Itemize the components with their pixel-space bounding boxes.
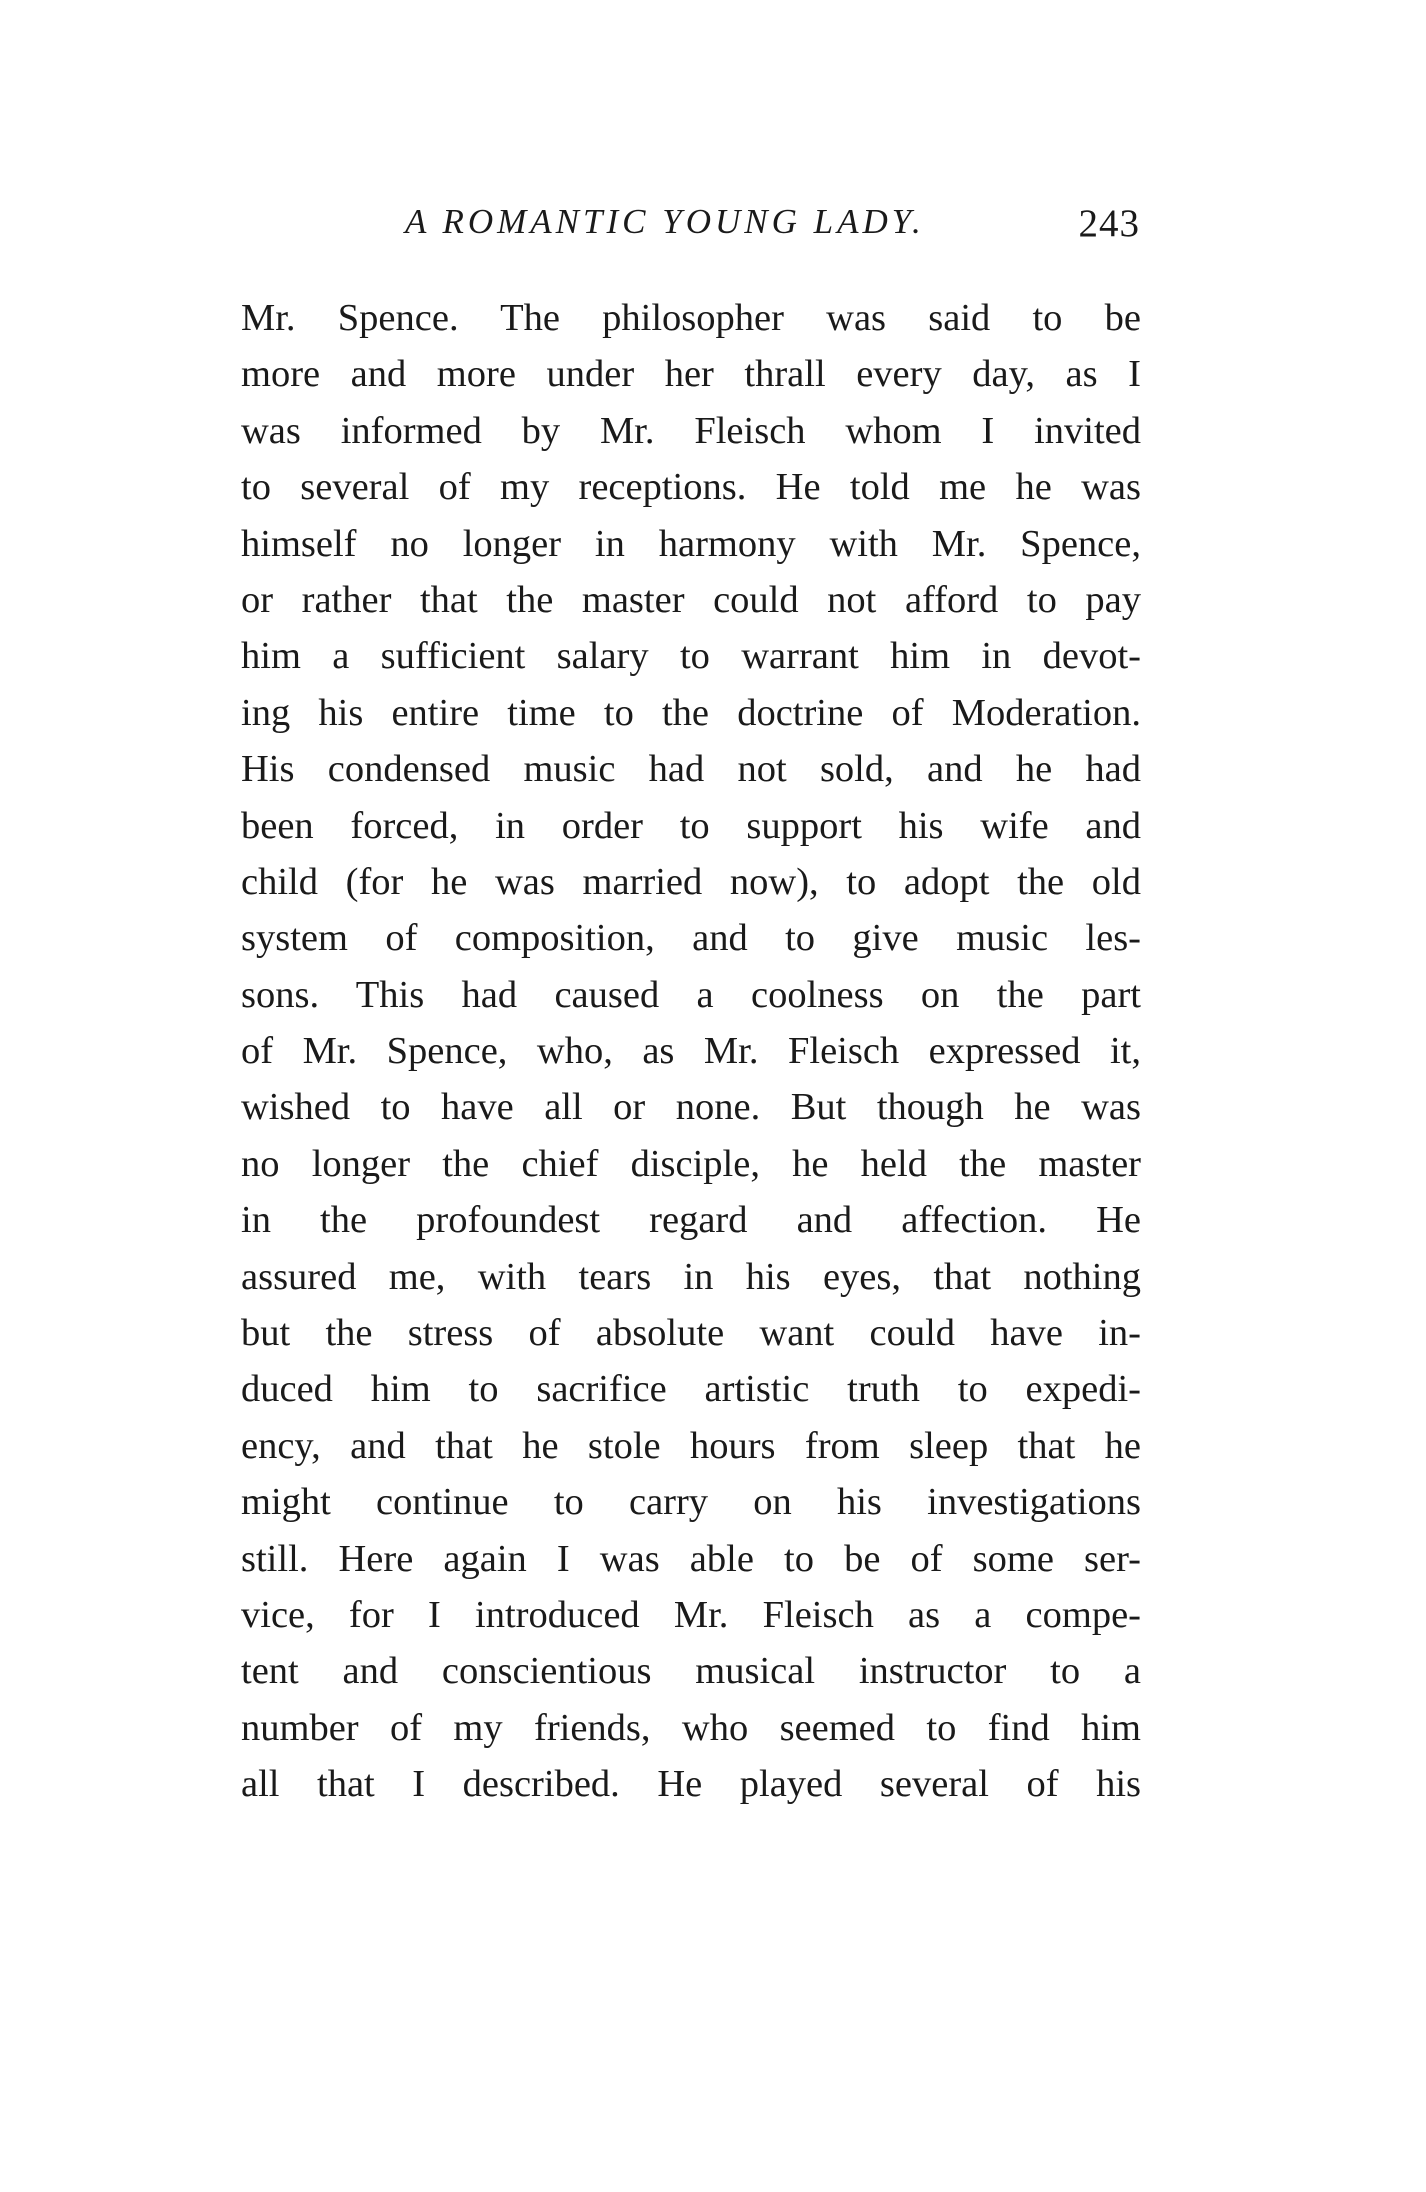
text-line: Mr. Spence. The philosopher was said to be [241, 297, 1141, 339]
text-line: ing his entire time to the doctrine of Moderation. [241, 691, 1141, 734]
text-line: in the profoundest regard and affection. He [241, 1199, 1141, 1242]
text-line: all that I described. He played several of his [241, 1763, 1141, 1806]
text-line: still. Here again I was able to be of some ser- [241, 1537, 1141, 1580]
text-line: been forced, in order to support his wife and [241, 804, 1141, 847]
text-line: vice, for I introduced Mr. Fleisch as a compe- [241, 1593, 1141, 1636]
text-line: child (for he was married now), to adopt the old [241, 860, 1141, 903]
text-line: of Mr. Spence, who, as Mr. Fleisch expressed it, [241, 1030, 1141, 1073]
text-line: no longer the chief disciple, he held the master [241, 1142, 1141, 1185]
body-text [241, 290, 1141, 1813]
text-line: system of composition, and to give music les- [241, 917, 1141, 960]
page-number: 243 [1078, 202, 1140, 245]
text-line: assured me, with tears in his eyes, that nothing [241, 1255, 1141, 1298]
text-line: or rather that the master could not afford to pay [241, 578, 1141, 621]
text-line: but the stress of absolute want could have in- [241, 1312, 1141, 1355]
running-head [405, 196, 1140, 248]
text-line: wished to have all or none. But though he was [241, 1086, 1141, 1129]
text-line: him a sufficient salary to warrant him in devot- [241, 635, 1141, 678]
text-line: more and more under her thrall every day, as I [241, 353, 1141, 396]
text-line: to several of my receptions. He told me he was [241, 466, 1141, 509]
text-line: sons. This had caused a coolness on the part [241, 973, 1141, 1016]
text-line: ency, and that he stole hours from sleep that he [241, 1424, 1141, 1467]
text-line: might continue to carry on his investigations [241, 1481, 1141, 1524]
text-line: himself no longer in harmony with Mr. Spence, [241, 522, 1141, 565]
text-line: was informed by Mr. Fleisch whom I invited [241, 409, 1141, 452]
text-line: number of my friends, who seemed to find him [241, 1706, 1141, 1749]
text-line: duced him to sacrifice artistic truth to expedi- [241, 1368, 1141, 1411]
text-line: tent and conscientious musical instructor to a [241, 1650, 1141, 1693]
running-title: A ROMANTIC YOUNG LADY. [405, 202, 925, 241]
text-line: His condensed music had not sold, and he had [241, 748, 1141, 791]
